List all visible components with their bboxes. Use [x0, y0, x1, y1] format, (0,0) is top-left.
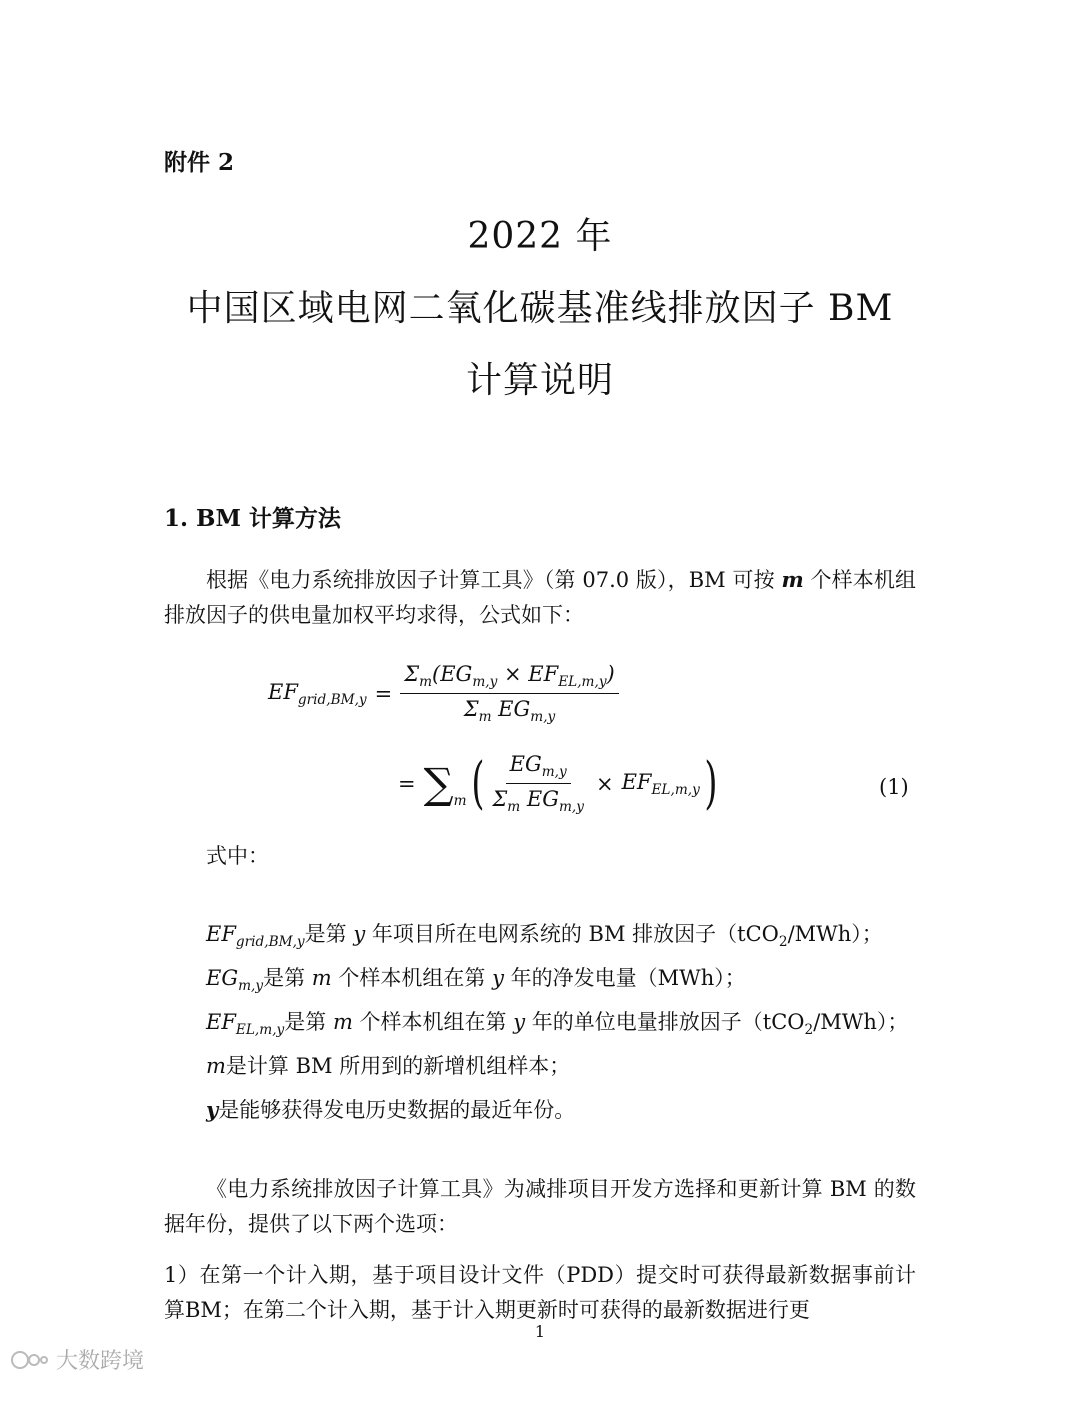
where-label: 式中：	[206, 844, 269, 868]
annex-label: 附件 2	[164, 149, 235, 176]
definition-y: y是能够获得发电历史数据的最近年份。	[206, 1097, 576, 1122]
definition-eg: $EG_{m,y}$是第 m 个样本机组在第 y 年的净发电量（MWh）；	[206, 966, 746, 995]
page-number: 1	[534, 1322, 546, 1341]
title-year: 2022 年	[467, 216, 613, 257]
watermark-text: 大数跨境	[56, 1349, 145, 1374]
intro-text-a: 根据《电力系统排放因子计算工具》（第 07.0 版），BM 可按	[206, 568, 775, 592]
options-paragraph: 《电力系统排放因子计算工具》为减排项目开发方选择和更新计算 BM 的数据年份，提供了以下两个选项：	[164, 1177, 916, 1236]
section-heading: 1. BM 计算方法	[164, 505, 341, 532]
option-1-paragraph: 1）在第一个计入期，基于项目设计文件（PDD）提交时可获得最新数据事前计算BM；在第二个计入期，基于计入期更新时可获得的最新数据进行更	[164, 1263, 916, 1322]
equation-line-2: = ∑ $_m$ ( $\frac{EG_{m,y}}{\Sigma_m EG_{m,y}}$ × $EF_{EL,m,y}$ )	[398, 750, 718, 816]
intro-text-b: 个样本机组排放因子的供电量加权平均求得，公式如下：	[164, 568, 916, 627]
definition-ef-grid: $EF_{grid,BM,y}$是第 y 年项目所在电网系统的 BM 排放因子（tCO$_2$/MWh）；	[206, 922, 883, 951]
definition-m: m是计算 BM 所用到的新增机组样本；	[206, 1054, 571, 1078]
watermark	[10, 1344, 144, 1375]
title-main: 中国区域电网二氧化碳基准线排放因子 BM	[186, 288, 894, 329]
watermark-logo-icon	[10, 1347, 50, 1373]
intro-paragraph	[164, 562, 916, 633]
equation-number: (1)	[879, 775, 909, 799]
definition-ef-el: $EF_{EL,m,y}$是第 m 个样本机组在第 y 年的单位电量排放因子（tCO$_2$/MWh）；	[206, 1010, 909, 1039]
title-sub: 计算说明	[465, 360, 614, 401]
intro-var-m: m	[781, 567, 804, 592]
equation-line-1: $EF_{grid,BM,y}$ = $\frac{\Sigma_m(EG_{m,y} \times EF_{EL,m,y})}{\Sigma_m EG_{m,y}}$	[268, 662, 619, 725]
